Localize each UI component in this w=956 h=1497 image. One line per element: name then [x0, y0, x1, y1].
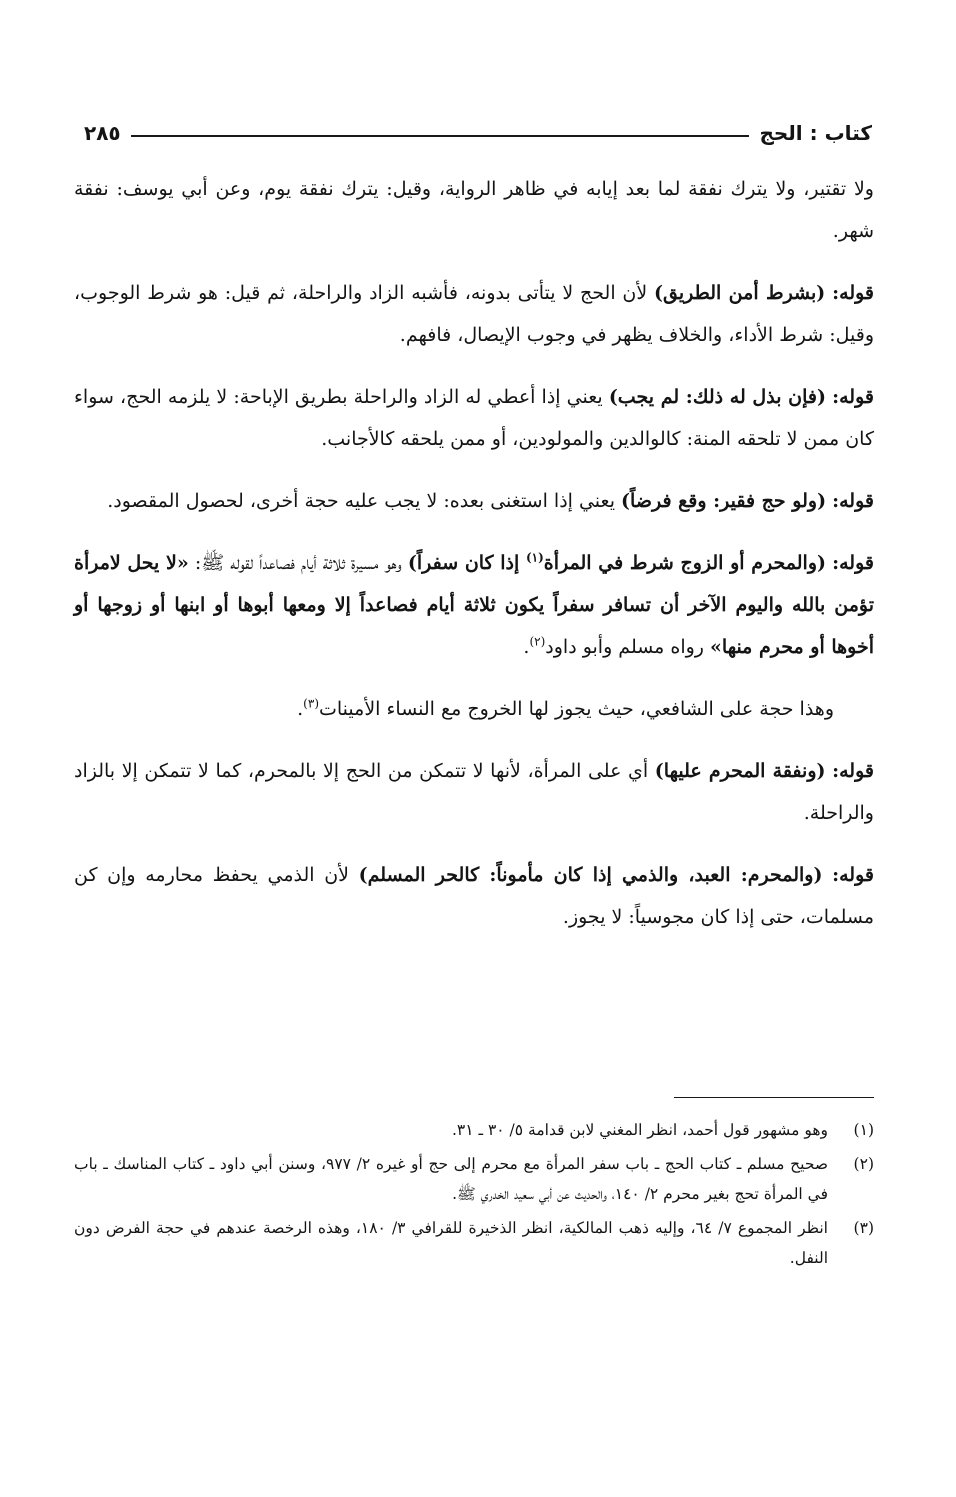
footnotes: [74, 1115, 874, 1277]
footnote-text: انظر المجموع ٧/ ٦٤، وإليه ذهب المالكية، انظر الذخيرة للقرافي ٣/ ١٨٠، وهذه الرخصة عندهم في حجة الفرض دون النفل.: [74, 1219, 828, 1267]
footnote: [74, 1149, 874, 1209]
paragraph: [74, 688, 874, 730]
footnote-number: (٢): [853, 1155, 874, 1173]
paragraph-text: وهذا حجة على الشافعي، حيث يجوز لها الخروج مع النساء الأمينات: [319, 698, 834, 720]
main-text: [74, 168, 874, 958]
commentary-text: وهو مسيرة ثلاثة أيام فصاعداً لقوله ﷺ:: [188, 552, 408, 574]
punctuation: .: [297, 698, 304, 720]
paragraph: [74, 272, 874, 356]
footnote-separator: [674, 1097, 874, 1098]
footnote-ref: (١): [525, 550, 544, 565]
matn-quote: [408, 552, 826, 574]
commentary-text: لأن الحج لا يتأتى بدونه، فأشبه الزاد والراحلة، ثم قيل: هو شرط الوجوب، وقيل: شرط الأداء، والخلاف يظهر في وجوب الإيصال، فافهم.: [74, 282, 874, 346]
matn-quote: (فإن بذل له ذلك: لم يجب): [608, 386, 826, 408]
qawluh-label: قوله:: [832, 282, 875, 304]
commentary-text: لأن الذمي يحفظ محارمه وإن كن مسلمات، حتى إذا كان مجوسياً: لا يجوز.: [74, 864, 874, 928]
paragraph: [74, 854, 874, 938]
paragraph: [74, 480, 874, 522]
commentary-text: يعني إذا استغنى بعده: لا يجب عليه حجة أخرى، لحصول المقصود.: [107, 490, 622, 512]
commentary-text: رواه مسلم وأبو داود: [545, 636, 711, 658]
paragraph-text: ولا تقتير، ولا يترك نفقة لما بعد إيابه في ظاهر الرواية، وقيل: يترك نفقة يوم، وعن أبي يوسف: نفقة شهر.: [74, 178, 874, 242]
matn-quote: (بشرط أمن الطريق): [654, 282, 826, 304]
paragraph: [74, 168, 874, 252]
matn-quote-part: (والمحرم أو الزوج شرط في المرأة: [543, 552, 826, 574]
footnote-text: وهو مشهور قول أحمد، انظر المغني لابن قدامة ٥/ ٣٠ ـ ٣١.: [451, 1121, 828, 1139]
qawluh-label: قوله:: [832, 490, 874, 512]
footnote-ref: (٣): [303, 696, 319, 711]
commentary-text: أي على المرأة، لأنها لا تتمكن من الحج إلا بالمحرم، كما لا تتمكن إلا بالزاد والراحلة.: [74, 760, 874, 824]
qawluh-label: قوله:: [832, 552, 874, 574]
footnote-text: صحيح مسلم ـ كتاب الحج ـ باب سفر المرأة مع محرم إلى حج أو غيره ٢/ ٩٧٧، وسنن أبي داود ـ كتاب المناسك ـ باب في المرأة تحج بغير محرم ٢/ ١٤٠، والحديث عن أبي سعيد الخدري ﷺ.: [74, 1155, 829, 1203]
qawluh-label: قوله:: [832, 386, 874, 408]
matn-quote: (ونفقة المحرم عليها): [654, 760, 826, 782]
paragraph: [74, 376, 874, 460]
punctuation: .: [523, 636, 530, 658]
matn-quote: (ولو حج فقير: وقع فرضاً): [621, 490, 827, 512]
page-header: [84, 118, 872, 148]
footnote-number: (٣): [853, 1219, 874, 1237]
commentary-text: يعني إذا أعطي له الزاد والراحلة بطريق الإباحة: لا يلزمه الحج، سواء كان ممن لا تلحقه المنة: كالوالدين والمولودين، أو ممن يلحقه كالأجانب.: [74, 386, 874, 450]
header-rule: [131, 135, 750, 137]
footnote-number: (١): [853, 1121, 874, 1139]
footnote-ref: (٢): [529, 634, 546, 649]
matn-quote: (والمحرم: العبد، والذمي إذا كان مأموناً: كالحر المسلم): [358, 864, 823, 886]
page-number: ٢٨٥: [84, 121, 121, 145]
hadith-quote: «لا يحل لامرأة تؤمن بالله واليوم الآخر أن تسافر سفراً يكون ثلاثة أيام فصاعداً إلا ومعها أبوها أو ابنها أو زوجها أو أخوها أو محرم منها»: [74, 552, 874, 658]
footnote: [74, 1115, 874, 1145]
matn-quote-part: إذا كان سفراً): [407, 552, 526, 574]
footnote: [74, 1213, 874, 1273]
running-title: كتاب : الحج: [759, 121, 872, 145]
paragraph: [74, 750, 874, 834]
qawluh-label: قوله:: [832, 864, 874, 886]
qawluh-label: قوله:: [832, 760, 874, 782]
paragraph: [74, 542, 874, 668]
